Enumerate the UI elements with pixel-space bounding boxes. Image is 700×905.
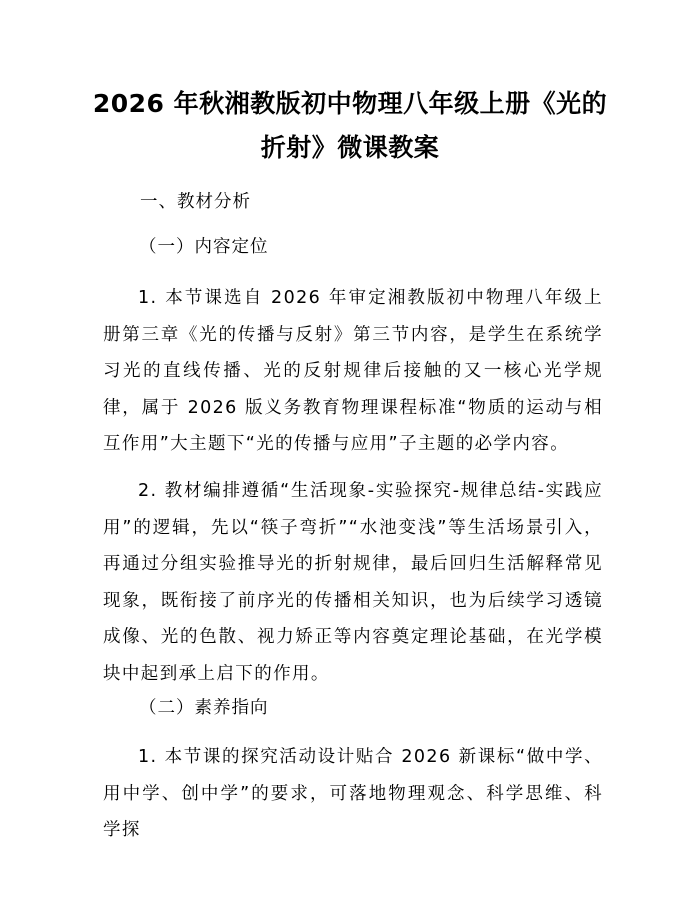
document-title-line-1: 2026 年秋湘教版初中物理八年级上册《光的 bbox=[92, 89, 608, 118]
section-heading-materials-analysis: 一、教材分析 bbox=[140, 192, 251, 212]
subsection-heading-literacy-orientation: （二）素养指向 bbox=[139, 698, 269, 718]
paragraph-2: 2. 教材编排遵循“生活现象-实验探究-规律总结-实践应用”的逻辑，先以“筷子弯折”“水池变浅”等生活场景引入，再通过分组实验推导光的折射规律，最后回归生活解释常见现象，既衔接了前序光的传播相关知识，也为后续学习透镜成像、光的色散、视力矫正等内容奠定理论基础，在光学模块中起到承上启下的作用。 bbox=[103, 481, 603, 684]
document-title-line-2: 折射》微课教案 bbox=[260, 133, 440, 162]
paragraph-1: 1. 本节课选自 2026 年审定湘教版初中物理八年级上册第三章《光的传播与反射》第三节内容，是学生在系统学习光的直线传播、光的反射规律后接触的又一核心光学规律，属于 2026 版义务教育物理课程标准“物质的运动与相互作用”大主题下“光的传播与应用”子主题的必学内容。 bbox=[103, 288, 603, 454]
subsection-heading-content-positioning: （一）内容定位 bbox=[139, 237, 269, 257]
paragraph-3: 1. 本节课的探究活动设计贴合 2026 新课标“做中学、用中学、创中学”的要求，可落地物理观念、科学思维、科学探 bbox=[103, 747, 603, 840]
